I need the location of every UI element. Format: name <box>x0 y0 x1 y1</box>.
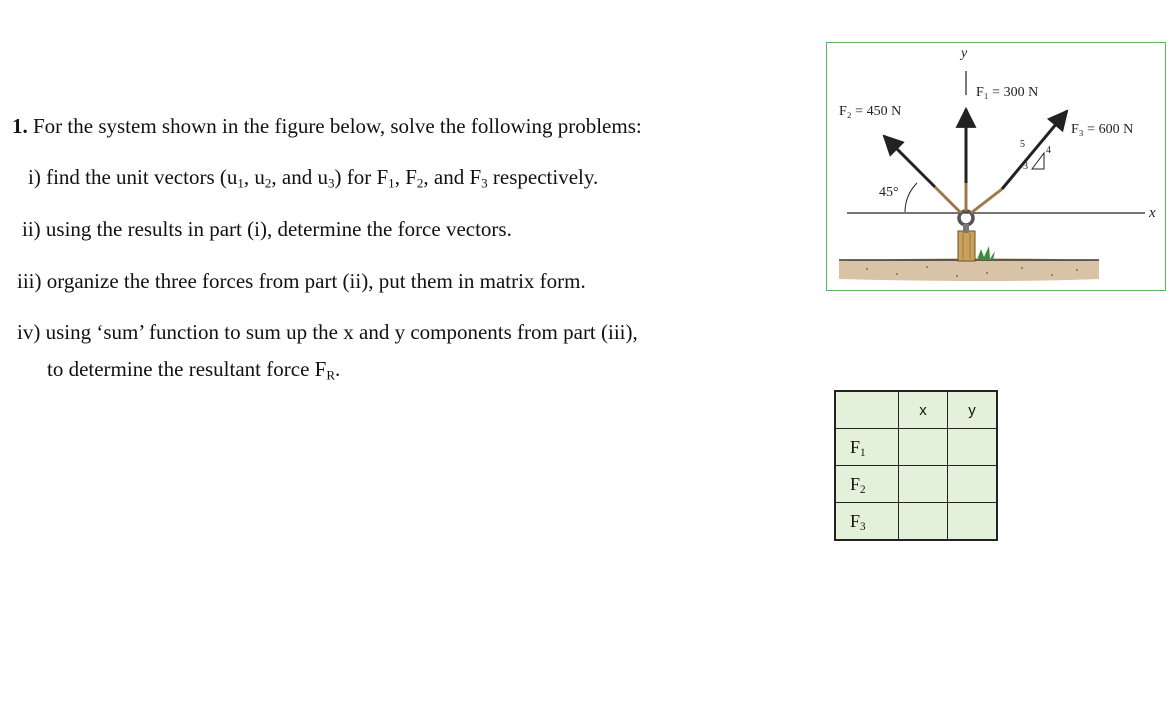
f1-label: F₁ = 300 N <box>976 85 1039 100</box>
part-i-text <box>28 164 598 190</box>
slope-rise-label: 4 <box>1046 145 1051 156</box>
cell-f3-y[interactable] <box>948 503 998 541</box>
table-row <box>835 466 997 503</box>
row-label-sub: 2 <box>860 483 866 496</box>
angle-arc <box>905 183 917 212</box>
part-i-sub: 1 <box>237 175 244 191</box>
row-label-sub: 1 <box>860 446 866 459</box>
row-label-f2 <box>835 466 899 503</box>
angle-label: 45° <box>879 185 899 200</box>
part-i-seg: i) find the unit vectors (u <box>28 165 238 189</box>
row-label-base: F <box>850 510 861 531</box>
table-corner-cell <box>835 391 899 429</box>
cell-f3-x[interactable] <box>899 503 948 541</box>
part-iv-seg: . <box>335 357 341 381</box>
arrow-f3 <box>1002 111 1067 189</box>
cell-f2-y[interactable] <box>948 466 998 503</box>
part-iv-sub: R <box>326 367 336 383</box>
problem-intro <box>12 113 642 139</box>
cell-f1-y[interactable] <box>948 429 998 466</box>
part-i-seg: respectively. <box>487 165 599 189</box>
part-i-seg: , and u <box>271 165 328 189</box>
x-axis-label: x <box>1149 205 1156 221</box>
part-i-sub: 1 <box>388 175 395 191</box>
row-label-sub: 3 <box>860 520 866 533</box>
row-label-f1 <box>835 429 899 466</box>
part-ii-text: ii) using the results in part (i), determine the force vectors. <box>22 217 512 241</box>
grass <box>977 246 995 260</box>
table-row <box>835 503 997 541</box>
row-label-base: F <box>850 473 861 494</box>
problem-number: 1. <box>12 114 28 138</box>
column-header-x: x <box>899 391 948 429</box>
cell-f2-x[interactable] <box>899 466 948 503</box>
part-i-seg: , F <box>394 165 417 189</box>
eye-bolt-shank <box>963 224 969 233</box>
slope-triangle <box>1032 153 1044 169</box>
cell-f1-x[interactable] <box>899 429 948 466</box>
slope-hyp-label: 5 <box>1020 139 1025 150</box>
row-label-base: F <box>850 436 861 457</box>
f3-label: F₃ = 600 N <box>1071 122 1134 137</box>
arrow-f2 <box>884 136 935 187</box>
part-iii-text: iii) organize the three forces from part (ii), put them in matrix form. <box>17 269 586 293</box>
slope-run-label: 3 <box>1023 161 1028 172</box>
part-i-sub: 2 <box>264 175 272 191</box>
problem-intro-text: For the system shown in the figure below, solve the following problems: <box>33 114 642 138</box>
row-label-f3 <box>835 503 899 541</box>
table-row <box>835 429 997 466</box>
force-matrix-table <box>834 390 998 541</box>
part-i-sub: 3 <box>481 175 488 191</box>
rope-f3 <box>971 189 1002 213</box>
force-diagram-svg <box>827 43 1167 292</box>
rope-f2 <box>935 187 961 213</box>
part-i-sub: 2 <box>416 175 424 191</box>
table-header-row <box>835 391 997 429</box>
part-i-sub: 3 <box>327 175 335 191</box>
part-iv-continuation <box>47 356 340 382</box>
part-i-seg: , u <box>243 165 265 189</box>
wooden-post <box>958 231 975 261</box>
part-i-seg: ) for F <box>334 165 389 189</box>
part-iv-seg: to determine the resultant force F <box>47 357 327 381</box>
f2-label: F₂ = 450 N <box>839 104 902 119</box>
part-iv-text: iv) using ‘sum’ function to sum up the x and y components from part (iii), <box>17 320 638 344</box>
force-diagram <box>826 42 1166 291</box>
part-i-seg: , and F <box>423 165 482 189</box>
column-header-y: y <box>948 391 998 429</box>
y-axis-label: y <box>961 46 968 61</box>
